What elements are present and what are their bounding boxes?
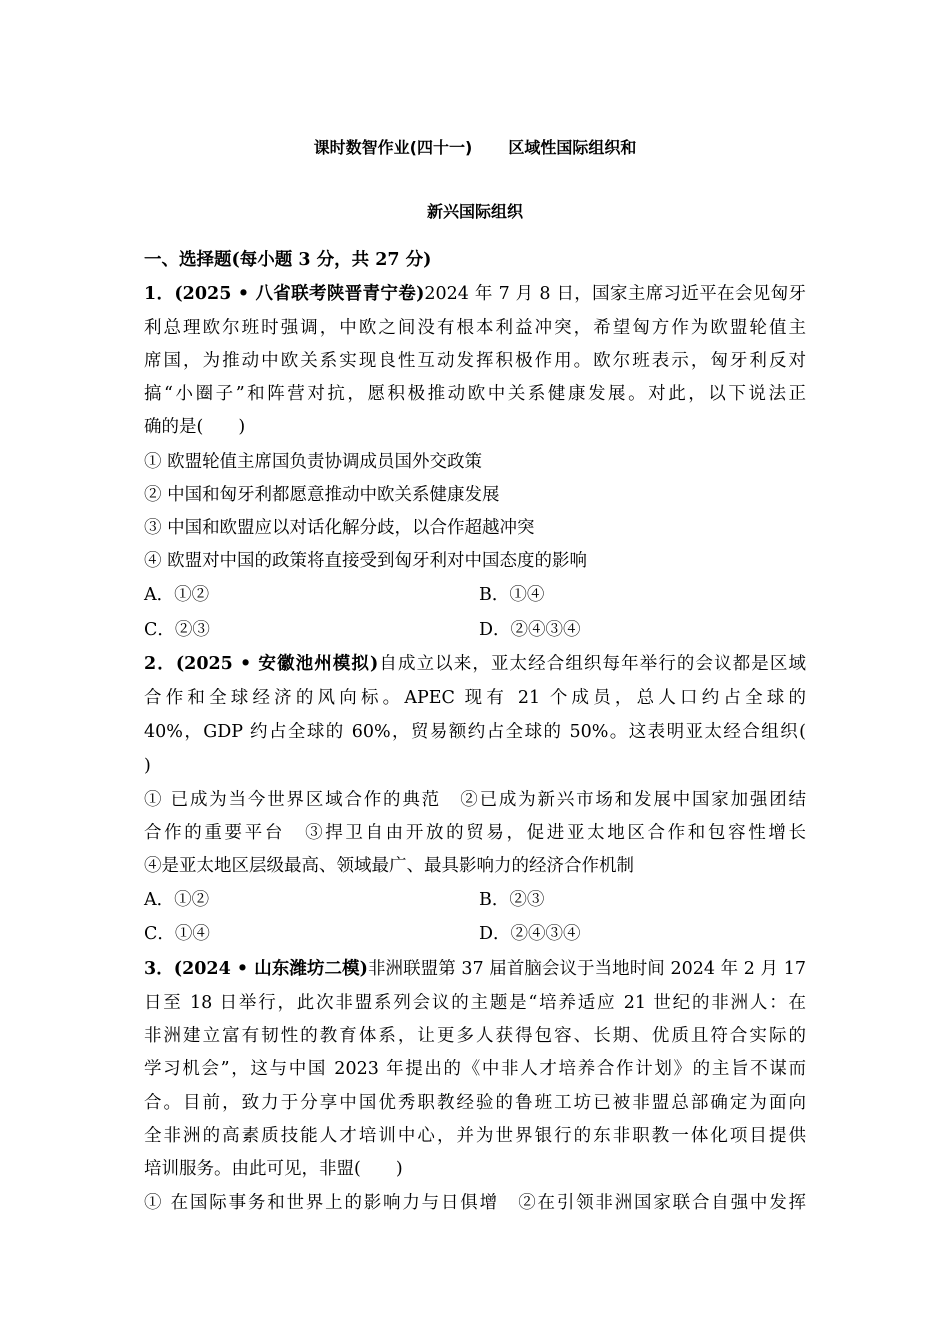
q2-option-b[interactable]: B．②③ <box>479 890 545 910</box>
q1-option-d[interactable]: D．②④③④ <box>479 620 581 640</box>
q1-item-1: ① 欧盟轮值主席国负责协调成员国外交政策 <box>144 452 483 472</box>
q2-line-4: ) <box>144 756 151 776</box>
q2-line-3: 40%，GDP 约占全球的 60%，贸易额约占全球的 50%。这表明亚太经合组织( <box>144 722 806 742</box>
q2-item-line-3: ④是亚太地区层级最高、领域最广、最具影响力的经济合作机制 <box>144 856 634 876</box>
q1-line-1 <box>144 282 806 306</box>
q1-number: 1． <box>144 284 175 304</box>
section-heading: 一、选择题(每小题 3 分，共 27 分) <box>144 250 432 270</box>
q1-option-a[interactable]: A．①② <box>144 585 210 605</box>
q1-option-c[interactable]: C．②③ <box>144 620 210 640</box>
q1-source: (2025 • 八省联考陕晋青宁卷) <box>174 284 425 304</box>
q1-line-5: 确的是( ) <box>144 417 246 437</box>
q1-item-3: ③ 中国和欧盟应以对话化解分歧，以合作超越冲突 <box>144 518 535 538</box>
q3-line-5: 合。目前，致力于分享中国优秀职教经验的鲁班工坊已被非盟总部确定为面向 <box>144 1093 806 1113</box>
q2-option-d[interactable]: D．②④③④ <box>479 924 581 944</box>
q3-line-3: 非洲建立富有韧性的教育体系，让更多人获得包容、长期、优质且符合实际的 <box>144 1026 806 1046</box>
q3-line-4: 学习机会”，这与中国 2023 年提出的《中非人才培养合作计划》的主旨不谋而 <box>144 1059 806 1079</box>
q3-line-7: 培训服务。由此可见，非盟( ) <box>144 1159 403 1179</box>
q2-number: 2． <box>144 654 176 674</box>
page-title-line-2: 新兴国际组织 <box>426 202 523 221</box>
q3-source: (2024 • 山东潍坊二模) <box>173 959 368 979</box>
q2-source: (2025 • 安徽池州模拟) <box>175 654 379 674</box>
q1-option-b[interactable]: B．①④ <box>479 585 545 605</box>
q2-option-a[interactable]: A．①② <box>144 890 210 910</box>
q3-text-1: 非洲联盟第 37 届首脑会议于当地时间 2024 年 2 月 17 <box>367 959 806 979</box>
q1-text-1: 2024 年 7 月 8 日，国家主席习近平在会见匈牙 <box>424 284 807 304</box>
q2-option-c[interactable]: C．①④ <box>144 924 210 944</box>
q1-item-4: ④ 欧盟对中国的政策将直接受到匈牙利对中国态度的影响 <box>144 551 588 571</box>
q3-item-line-1: ① 在国际事务和世界上的影响力与日俱增 ②在引领非洲国家联合自强中发挥 <box>144 1193 806 1213</box>
title-part-1: 课时数智作业(四十一) <box>313 138 473 157</box>
q1-line-2: 利总理欧尔班时强调，中欧之间没有根本利益冲突，希望匈方作为欧盟轮值主 <box>144 318 806 338</box>
q2-item-line-2: 合作的重要平台 ③捍卫自由开放的贸易，促进亚太地区合作和包容性增长 <box>144 823 806 843</box>
q3-line-2: 日至 18 日举行，此次非盟系列会议的主题是“培养适应 21 世纪的非洲人：在 <box>144 993 806 1013</box>
q1-line-3: 席国，为推动中欧关系实现良性互动发挥积极作用。欧尔班表示，匈牙利反对 <box>144 351 806 371</box>
q2-line-1 <box>144 652 806 676</box>
q3-line-6: 全非洲的高素质技能人才培训中心，并为世界银行的东非职教一体化项目提供 <box>144 1126 806 1146</box>
q3-number: 3． <box>144 959 174 979</box>
q1-line-4: 搞“小圈子”和阵营对抗，愿积极推动欧中关系健康发展。对此，以下说法正 <box>144 384 806 404</box>
q2-item-line-1: ① 已成为当今世界区域合作的典范 ②已成为新兴市场和发展中国家加强团结 <box>144 790 806 810</box>
q1-item-2: ② 中国和匈牙利都愿意推动中欧关系健康发展 <box>144 485 500 505</box>
title-part-2: 区域性国际组织和 <box>508 138 637 157</box>
q3-line-1 <box>144 957 806 981</box>
page-title-line-1 <box>0 128 950 168</box>
q2-text-1: 自成立以来，亚太经合组织每年举行的会议都是区域 <box>378 654 806 674</box>
q2-line-2: 合作和全球经济的风向标。APEC 现有 21 个成员，总人口约占全球的 <box>144 688 806 708</box>
